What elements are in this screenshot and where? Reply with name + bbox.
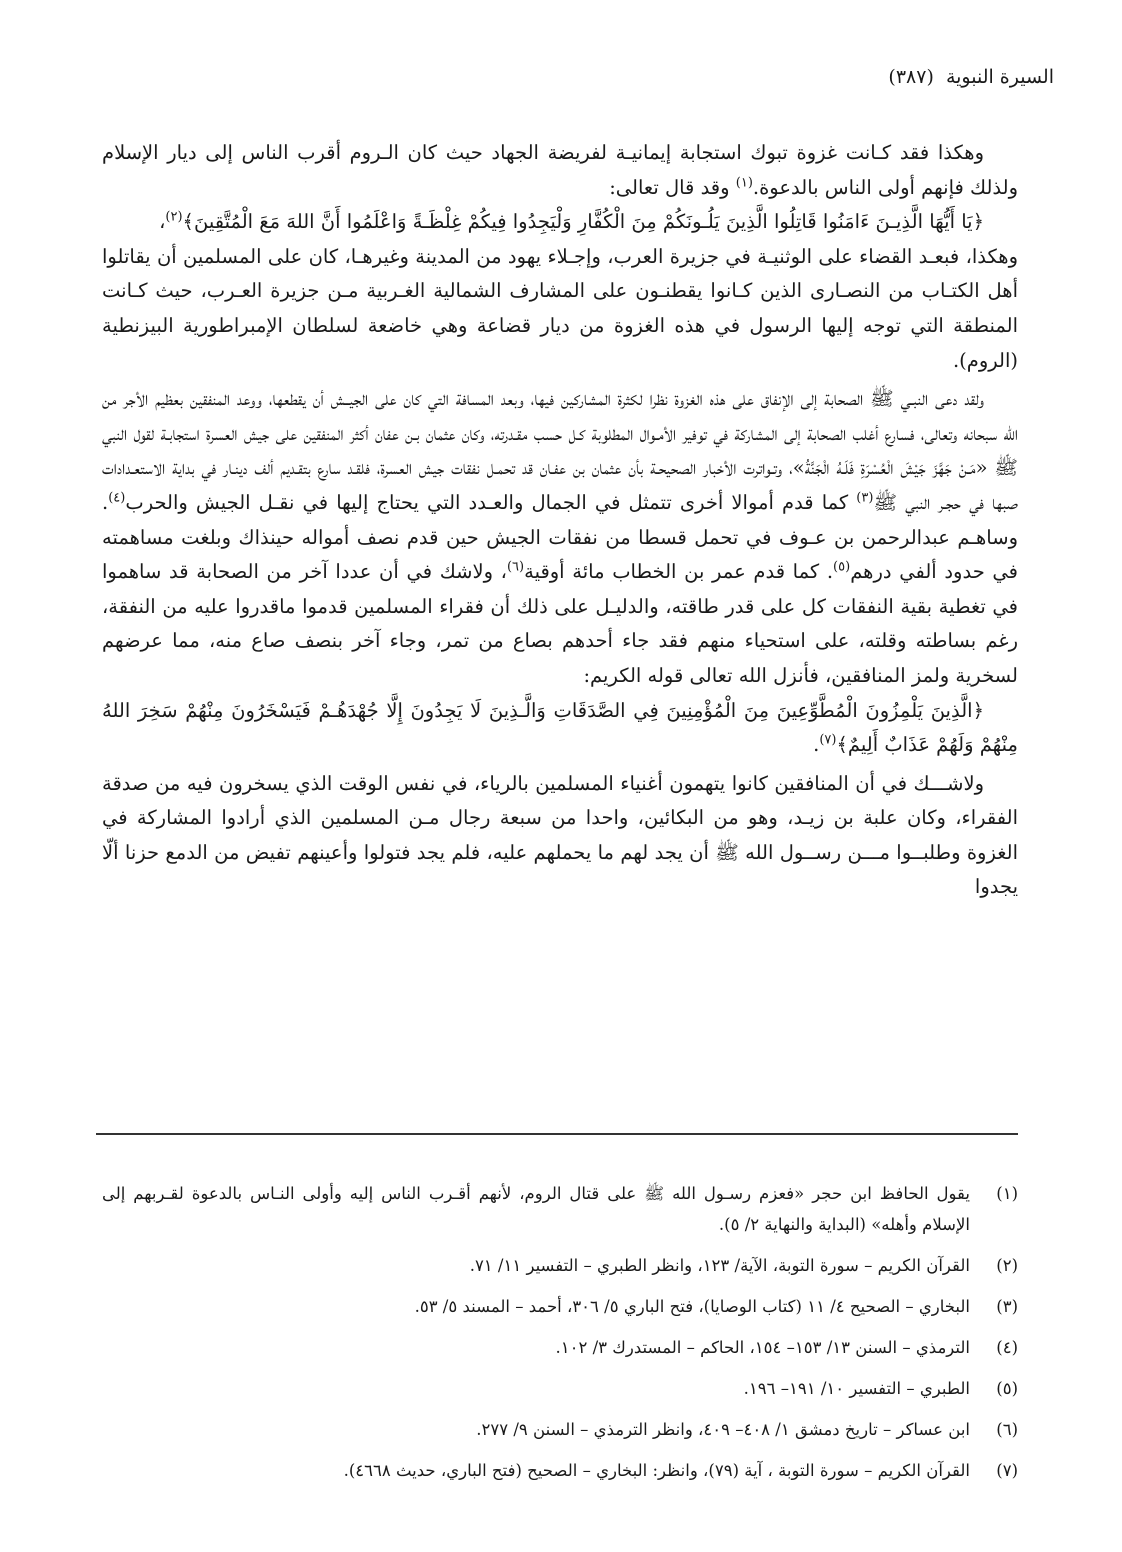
footnote-number: (٥) <box>996 1379 1018 1398</box>
footnote-number: (١) <box>996 1184 1018 1203</box>
footnote-number: (٢) <box>996 1256 1018 1275</box>
footnote-4 <box>102 1332 1018 1363</box>
footnote-ref-3: (٣) <box>856 490 874 506</box>
paragraph-3 <box>102 382 1018 693</box>
footnote-number: (٣) <box>996 1297 1018 1316</box>
footnote-3 <box>102 1291 1018 1322</box>
page-number: (٣٨٧) <box>888 66 934 88</box>
footnote-ref-6: (٦) <box>506 559 525 575</box>
footnotes <box>102 1178 1018 1496</box>
footnote-1 <box>102 1178 1018 1240</box>
paragraph-3-part-2: كما قدم أموالا أخرى تتمثل في الجمال والعـدد التي يحتاج إليها في نقـل الجيش والحرب <box>125 490 857 514</box>
footnote-6 <box>102 1414 1018 1445</box>
footnote-separator <box>96 1133 1018 1135</box>
footnote-ref-4: (٤) <box>108 490 126 506</box>
footnote-5 <box>102 1373 1018 1404</box>
footnote-text: البخاري – الصحيح ٤/ ١١ (كتاب الوصايا)، فتح الباري ٥/ ٣٠٦، أحمد – المسند ٥/ ٥٣. <box>414 1297 970 1316</box>
paragraph-3-part-3: . وساهـم عبدالرحمن بن عـوف في تحمل قسطا من نفقات الجيش حين قدم نصف أمواله حينذاك وبلغت مساهمته في حدود ألفي درهم <box>102 490 1018 584</box>
paragraph-3-part-4: . كما قدم عمر بن الخطاب مائة أوقية <box>524 560 834 584</box>
paragraph-3-part-1: ولقد دعى النبـي ﷺ الصحابة إلى الإنفاق على هذه الغزوة نظرا لكثرة المشاركين فيها، وبعد المسافة التي كان على الجيــش أن يقطعها، ووعد المنفقين بعظيم الأجر من الله سبحانه وتعالى، فسارع أغلب الصحابة إلى المشاركة في توفير الأمـوال المطلوبة كـل حسب مقـدرته، وكان عثمان بـن عفان أكثر المنفقين على جيش العسرة استجابـة لقول النبي ﷺ «مَـنْ جَهَّزَ جَيْشَ الْعُسْرَةِ فَلَـهُ الْجَنَّةُ»، وتـواترت الأخبار الصحيحـة بأن عثمان بن عفـان قد تحمـل نفقات جيش العسرة، فلقـد سارع بتقـديم ألف دينـار في بداية الاستعـدادات صبها في حجـر النبي ﷺ <box>102 387 1018 514</box>
quran-verse-1-text: ﴿يَا أَيُّهَا الَّذِيـنَ ءَامَنُوا قَاتِلُوا الَّذِينَ يَلُـونَكُمْ مِنَ الْكُفَّارِ وَلْيَجِدُوا فِيكُمْ غِلْظَـةً وَاعْلَمُوا أَنَّ اللهَ مَعَ الْمُتَّقِينَ﴾ <box>182 210 984 234</box>
paragraph-1-tail: وقد قال تعالى: <box>609 175 736 199</box>
footnote-number: (٤) <box>996 1338 1018 1357</box>
footnote-number: (٧) <box>996 1461 1018 1480</box>
footnote-2 <box>102 1250 1018 1281</box>
footnote-ref-2: (٢) <box>165 209 183 225</box>
paragraph-4: ولاشـــك في أن المنافقين كانوا يتهمون أغنياء المسلمين بالرياء، في نفس الوقت الذي يسخرون فيه من صدقة الفقراء، وكان علبة بن زيـد، وهو من البكائين، واحدا من سبعة رجال مـن المسلمين الذي أرادوا المشاركة في الغزوة وطلبــوا مـــن رســول الله ﷺ أن يجد لهم ما يحملهم عليه، فلم يجد فتولوا وأعينهم تفيض من الدمع حزنا ألّا يجدوا <box>102 771 1018 899</box>
footnote-number: (٦) <box>996 1420 1018 1439</box>
paragraph-3-part-5: ، ولاشك في أن عددا آخر من الصحابة قد ساهموا في تغطية بقية النفقات كل على قدر طاقته، والدليـل على ذلك أن فقراء المسلمين قدموا ماقدروا عليه من النفقة، رغم بساطته وقلته، على استحياء منهم فقد جاء أحدهم بصاع من تمر، وجاء آخر بنصف صاع منه، مما عرضهم لسخرية ولمز المنافقين، فأنزل الله تعالى قوله الكريم: <box>102 560 1018 687</box>
paragraph-1 <box>102 136 1018 205</box>
quran-verse-1 <box>102 205 1018 240</box>
footnote-text: يقول الحافظ ابن حجر «فعزم رسـول الله ﷺ على قتال الروم، لأنهم أقـرب الناس إليه وأولى النـاس بالدعوة لقـربهم إلى الإسلام وأهله» (البداية والنهاية ٢/ ٥). <box>102 1184 970 1234</box>
paragraph-1-text: وهكذا فقد كـانت غزوة تبوك استجابة إيمانيـة لفريضة الجهاد حيث كان الـروم أقرب الناس إلى ديار الإسلام ولذلك فإنهم أولى الناس بالدعوة. <box>102 141 1018 199</box>
quran-verse-2-tail: . <box>813 733 820 757</box>
running-header <box>888 66 1054 88</box>
quran-verse-1-tail: ، <box>159 210 166 234</box>
footnote-ref-7: (٧) <box>819 732 837 748</box>
quran-verse-2 <box>102 694 1018 763</box>
main-text <box>102 136 1018 905</box>
book-title: السيرة النبوية <box>945 66 1054 88</box>
footnote-text: القرآن الكريم – سورة التوبة ، آية (٧٩)، وانظر: البخاري – الصحيح (فتح الباري، حديث ٤٦٦٨). <box>343 1461 970 1480</box>
paragraph-2: وهكذا، فبعـد القضاء على الوثنيـة في جزيرة العرب، وإجـلاء يهود من المدينة وغيرهـا، كان على المسلمين أن يقاتلوا أهل الكتـاب من النصـارى الذين كـانوا يقطنـون على المشارف الشمالية الغـربية مـن جزيرة العـرب، حيث كـانت المنطقة التي توجه إليها الرسول في هذه الغزوة من ديار قضاعة وهي خاضعة لسلطان الإمبراطورية البيزنطية (الروم). <box>102 244 1018 372</box>
footnote-7 <box>102 1455 1018 1486</box>
footnote-text: الطبري – التفسير ١٠/ ١٩١– ١٩٦. <box>743 1379 970 1398</box>
footnote-text: القرآن الكريم – سورة التوبة، الآية/ ١٢٣، وانظر الطبري – التفسير ١١/ ٧١. <box>469 1256 970 1275</box>
footnote-ref-5: (٥) <box>833 559 851 575</box>
footnote-ref-1: (١) <box>735 175 753 191</box>
footnote-text: ابن عساكر – تاريخ دمشق ١/ ٤٠٨– ٤٠٩، وانظر الترمذي – السنن ٩/ ٢٧٧. <box>476 1420 970 1439</box>
quran-verse-2-text: ﴿الَّذِينَ يَلْمِزُونَ الْمُطَّوِّعِينَ مِنَ الْمُؤْمِنِينَ فِي الصَّدَقَاتِ وَالَّـذِينَ لَا يَجِدُونَ إِلَّا جُهْدَهُـمْ فَيَسْخَرُونَ مِنْهُمْ سَخِرَ اللهُ مِنْهُمْ وَلَهُمْ عَذَابٌ أَلِيمٌ﴾ <box>102 698 1018 757</box>
footnote-text: الترمذي – السنن ١٣/ ١٥٣– ١٥٤، الحاكم – المستدرك ٣/ ١٠٢. <box>555 1338 970 1357</box>
